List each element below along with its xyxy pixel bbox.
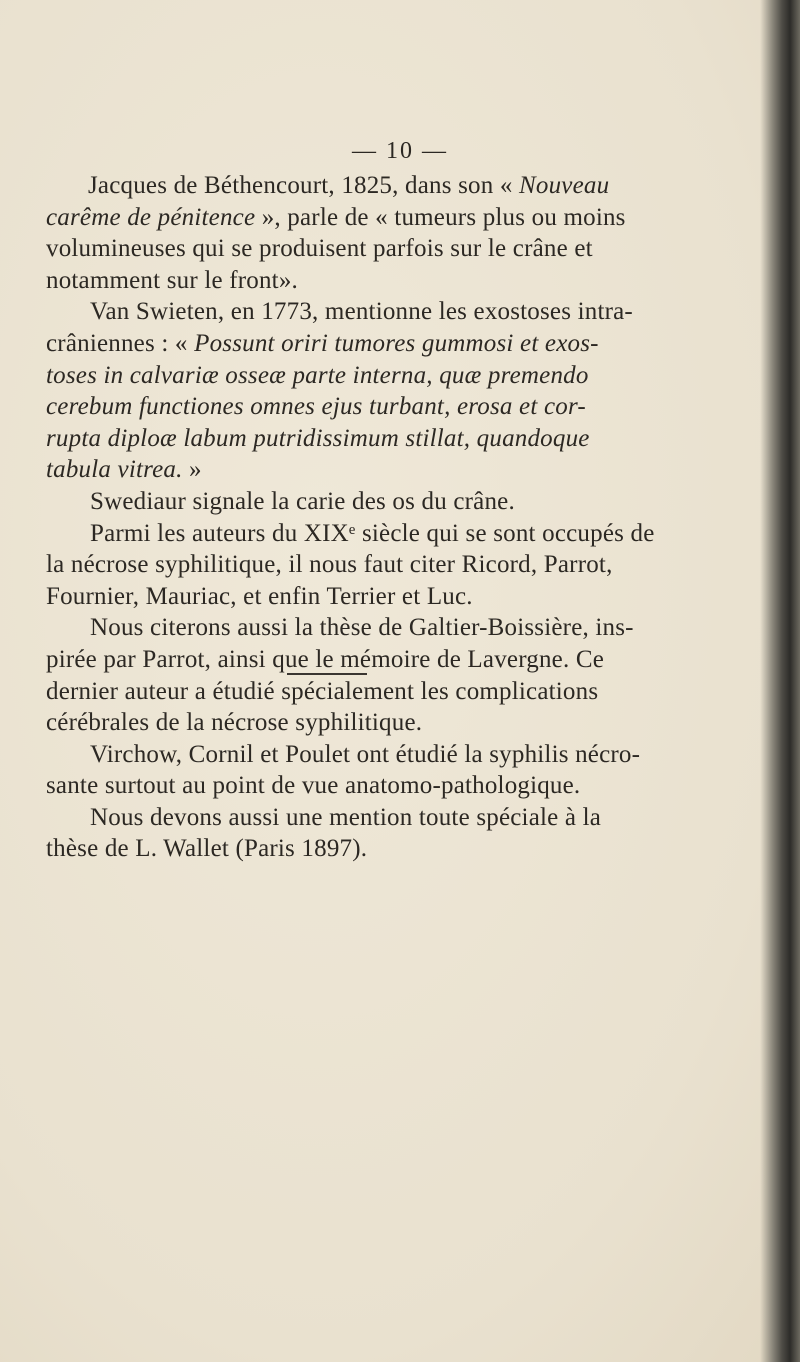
text-line: [46, 423, 768, 455]
latin-quote: cerebum functiones omnes ejus turbant, erosa et cor-: [46, 393, 586, 421]
text-segment: Virchow, Cornil et Poulet ont étudié la syphilis nécro-: [90, 740, 641, 768]
text-line: [46, 170, 768, 202]
latin-quote: toses in calvariæ osseæ parte interna, quæ premendo: [46, 361, 589, 389]
text-line: [46, 391, 768, 423]
text-line: [46, 833, 768, 865]
text-line: [46, 739, 768, 771]
text-line: [46, 360, 768, 392]
latin-quote: rupta diploæ labum putridissimum stillat, quandoque: [46, 424, 590, 452]
text-segment: volumineuses qui se produisent parfois sur le crâne et: [46, 235, 593, 263]
text-line: [46, 707, 768, 739]
text-segment: notamment sur le front».: [46, 266, 298, 294]
text-line: [46, 802, 768, 834]
body-text: [46, 170, 768, 865]
text-line: [46, 581, 768, 613]
text-line: [46, 296, 768, 328]
text-segment: pirée par Parrot, ainsi que le mémoire de Lavergne. Ce: [46, 645, 605, 673]
text-segment: »: [182, 456, 202, 484]
text-segment: Nous citerons aussi la thèse de Galtier-Boissière, ins-: [90, 614, 634, 642]
text-line: [46, 518, 768, 550]
text-line: [46, 233, 768, 265]
text-line: [46, 265, 768, 297]
text-segment: Fournier, Mauriac, et enfin Terrier et Luc.: [46, 582, 473, 610]
text-segment: », parle de « tumeurs plus ou moins: [255, 203, 626, 231]
italic-title: carême de pénitence: [46, 203, 256, 231]
text-segment: dernier auteur a étudié spécialement les complications: [46, 677, 599, 705]
text-segment: Jacques de Béthencourt, 1825, dans son «: [88, 172, 520, 199]
text-line: [46, 549, 768, 581]
italic-title: Nouveau: [519, 172, 610, 199]
text-line: [46, 676, 768, 708]
text-segment: crâniennes : «: [46, 329, 195, 357]
text-segment: Nous devons aussi une mention toute spéciale à la: [90, 803, 602, 831]
latin-quote: tabula vitrea.: [46, 456, 183, 484]
page-number: — 10 —: [352, 138, 448, 164]
text-segment: thèse de L. Wallet (Paris 1897).: [46, 835, 368, 863]
text-segment: Parmi les auteurs du XIXᵉ siècle qui se sont occupés de: [90, 519, 655, 547]
text-segment: la nécrose syphilitique, il nous faut citer Ricord, Parrot,: [46, 551, 613, 579]
end-rule: [287, 673, 367, 675]
text-segment: Van Swieten, en 1773, mentionne les exostoses intra-: [90, 298, 633, 326]
text-segment: cérébrales de la nécrose syphilitique.: [46, 709, 423, 737]
text-line: [46, 486, 768, 518]
text-line: [46, 328, 768, 360]
latin-quote: Possunt oriri tumores gummosi et exos-: [194, 329, 599, 357]
text-segment: Swediaur signale la carie des os du crâne.: [90, 487, 515, 515]
text-line: [46, 454, 768, 486]
text-line: [46, 770, 768, 802]
text-segment: sante surtout au point de vue anatomo-pathologique.: [46, 772, 581, 800]
text-line: [46, 612, 768, 644]
text-line: [46, 644, 768, 676]
text-line: [46, 202, 768, 234]
